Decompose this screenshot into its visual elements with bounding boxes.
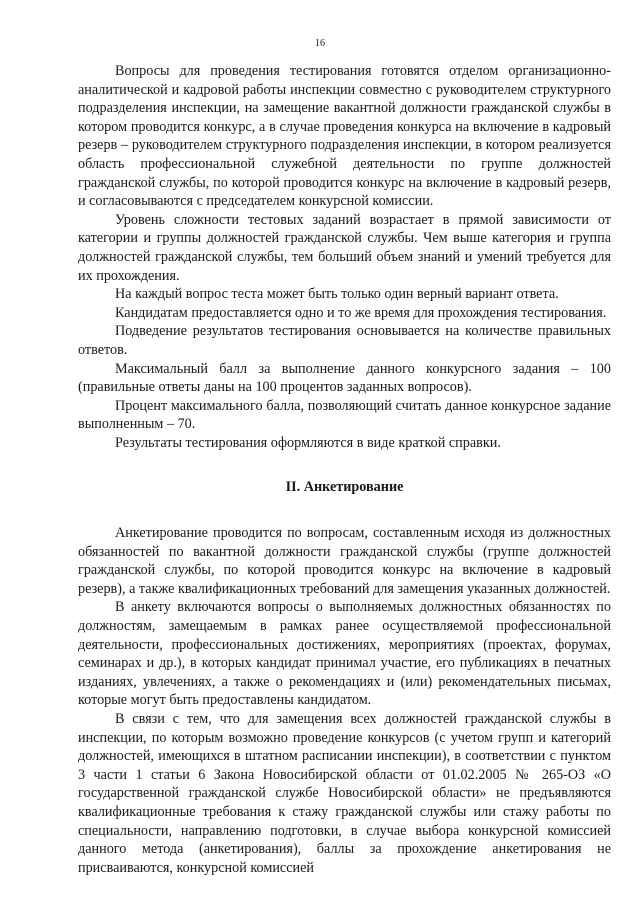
paragraph: Максимальный балл за выполнение данного конкурсного задания – 100 (правильные ответы даны на 100 процентов заданных вопросов).: [78, 360, 611, 396]
paragraph: Подведение результатов тестирования основывается на количестве правильных ответов.: [78, 323, 611, 358]
paragraph: Уровень сложности тестовых заданий возрастает в прямой зависимости от категории и группы должностей гражданской службы. Чем выше категория и группа должностей гражданской службы, тем больший объем знаний и умений требуется для их прохождения.: [78, 211, 611, 284]
paragraph: В связи с тем, что для замещения всех должностей гражданской службы в инспекции, по которым возможно проведение конкурсов (с учетом групп и категорий должностей, имеющихся в штатном расписании инспекции), в соответствии с пунктом 3 части 1 статьи 6 Закона Новосибирской области от 01.02.2005 № 265-ОЗ «О государственной гражданской службе Новосибирской области» не предъявляются квалификационные требования к стажу гражданской службы или стажу работы по специальности, направлению подготовки, в случае выбора конкурсной комиссией данного метода (анкетирования), баллы за прохождение анкетирования не присваиваются, конкурсной комиссией: [78, 711, 611, 876]
paragraph: Анкетирование проводится по вопросам, составленным исходя из должностных обязанностей по вакантной должности гражданской службы (группе должностей гражданской службы, по которой проводится конкурс на включение в кадровый резерв), а также квалификационных требований для замещения указанных должностей.: [78, 525, 611, 597]
paragraph: Результаты тестирования оформляются в виде краткой справки.: [115, 434, 501, 451]
page-number: 16: [315, 38, 325, 49]
paragraph: Процент максимального балла, позволяющий считать данное конкурсное задание выполненным – 70.: [78, 397, 611, 433]
paragraph: На каждый вопрос теста может быть только один верный вариант ответа.: [115, 286, 559, 303]
section-heading: II. Анкетирование: [285, 479, 404, 496]
paragraph: В анкету включаются вопросы о выполняемых должностных обязанностях по должностям, замещаемым в рамках ранее осуществляемой профессиональной деятельности, профессиональных достижениях, мероприятиях (проектах, форумах, семинарах и др.), в которых кандидат принимал участие, его публикациях в печатных изданиях, увлечениях, а также о рекомендациях и (или) рекомендательных письмах, которые могут быть предоставлены кандидатом.: [78, 599, 611, 709]
document-body: [78, 62, 611, 877]
paragraph: Вопросы для проведения тестирования готовятся отделом организационно-аналитической и кадровой работы инспекции совместно с руководителем структурного подразделения инспекции, на замещение вакантной должности гражданской службы в котором проводится конкурс, а в случае проведения конкурса на включение в кадровый резерв – руководителем структурного подразделения инспекции, в котором реализуется область профессиональной служебной деятельности по группе должностей гражданской службы, по которой проводится конкурс на включение в кадровый резерв, и согласовываются с председателем конкурсной комиссии.: [78, 63, 611, 210]
paragraph: Кандидатам предоставляется одно и то же время для прохождения тестирования.: [115, 304, 607, 321]
